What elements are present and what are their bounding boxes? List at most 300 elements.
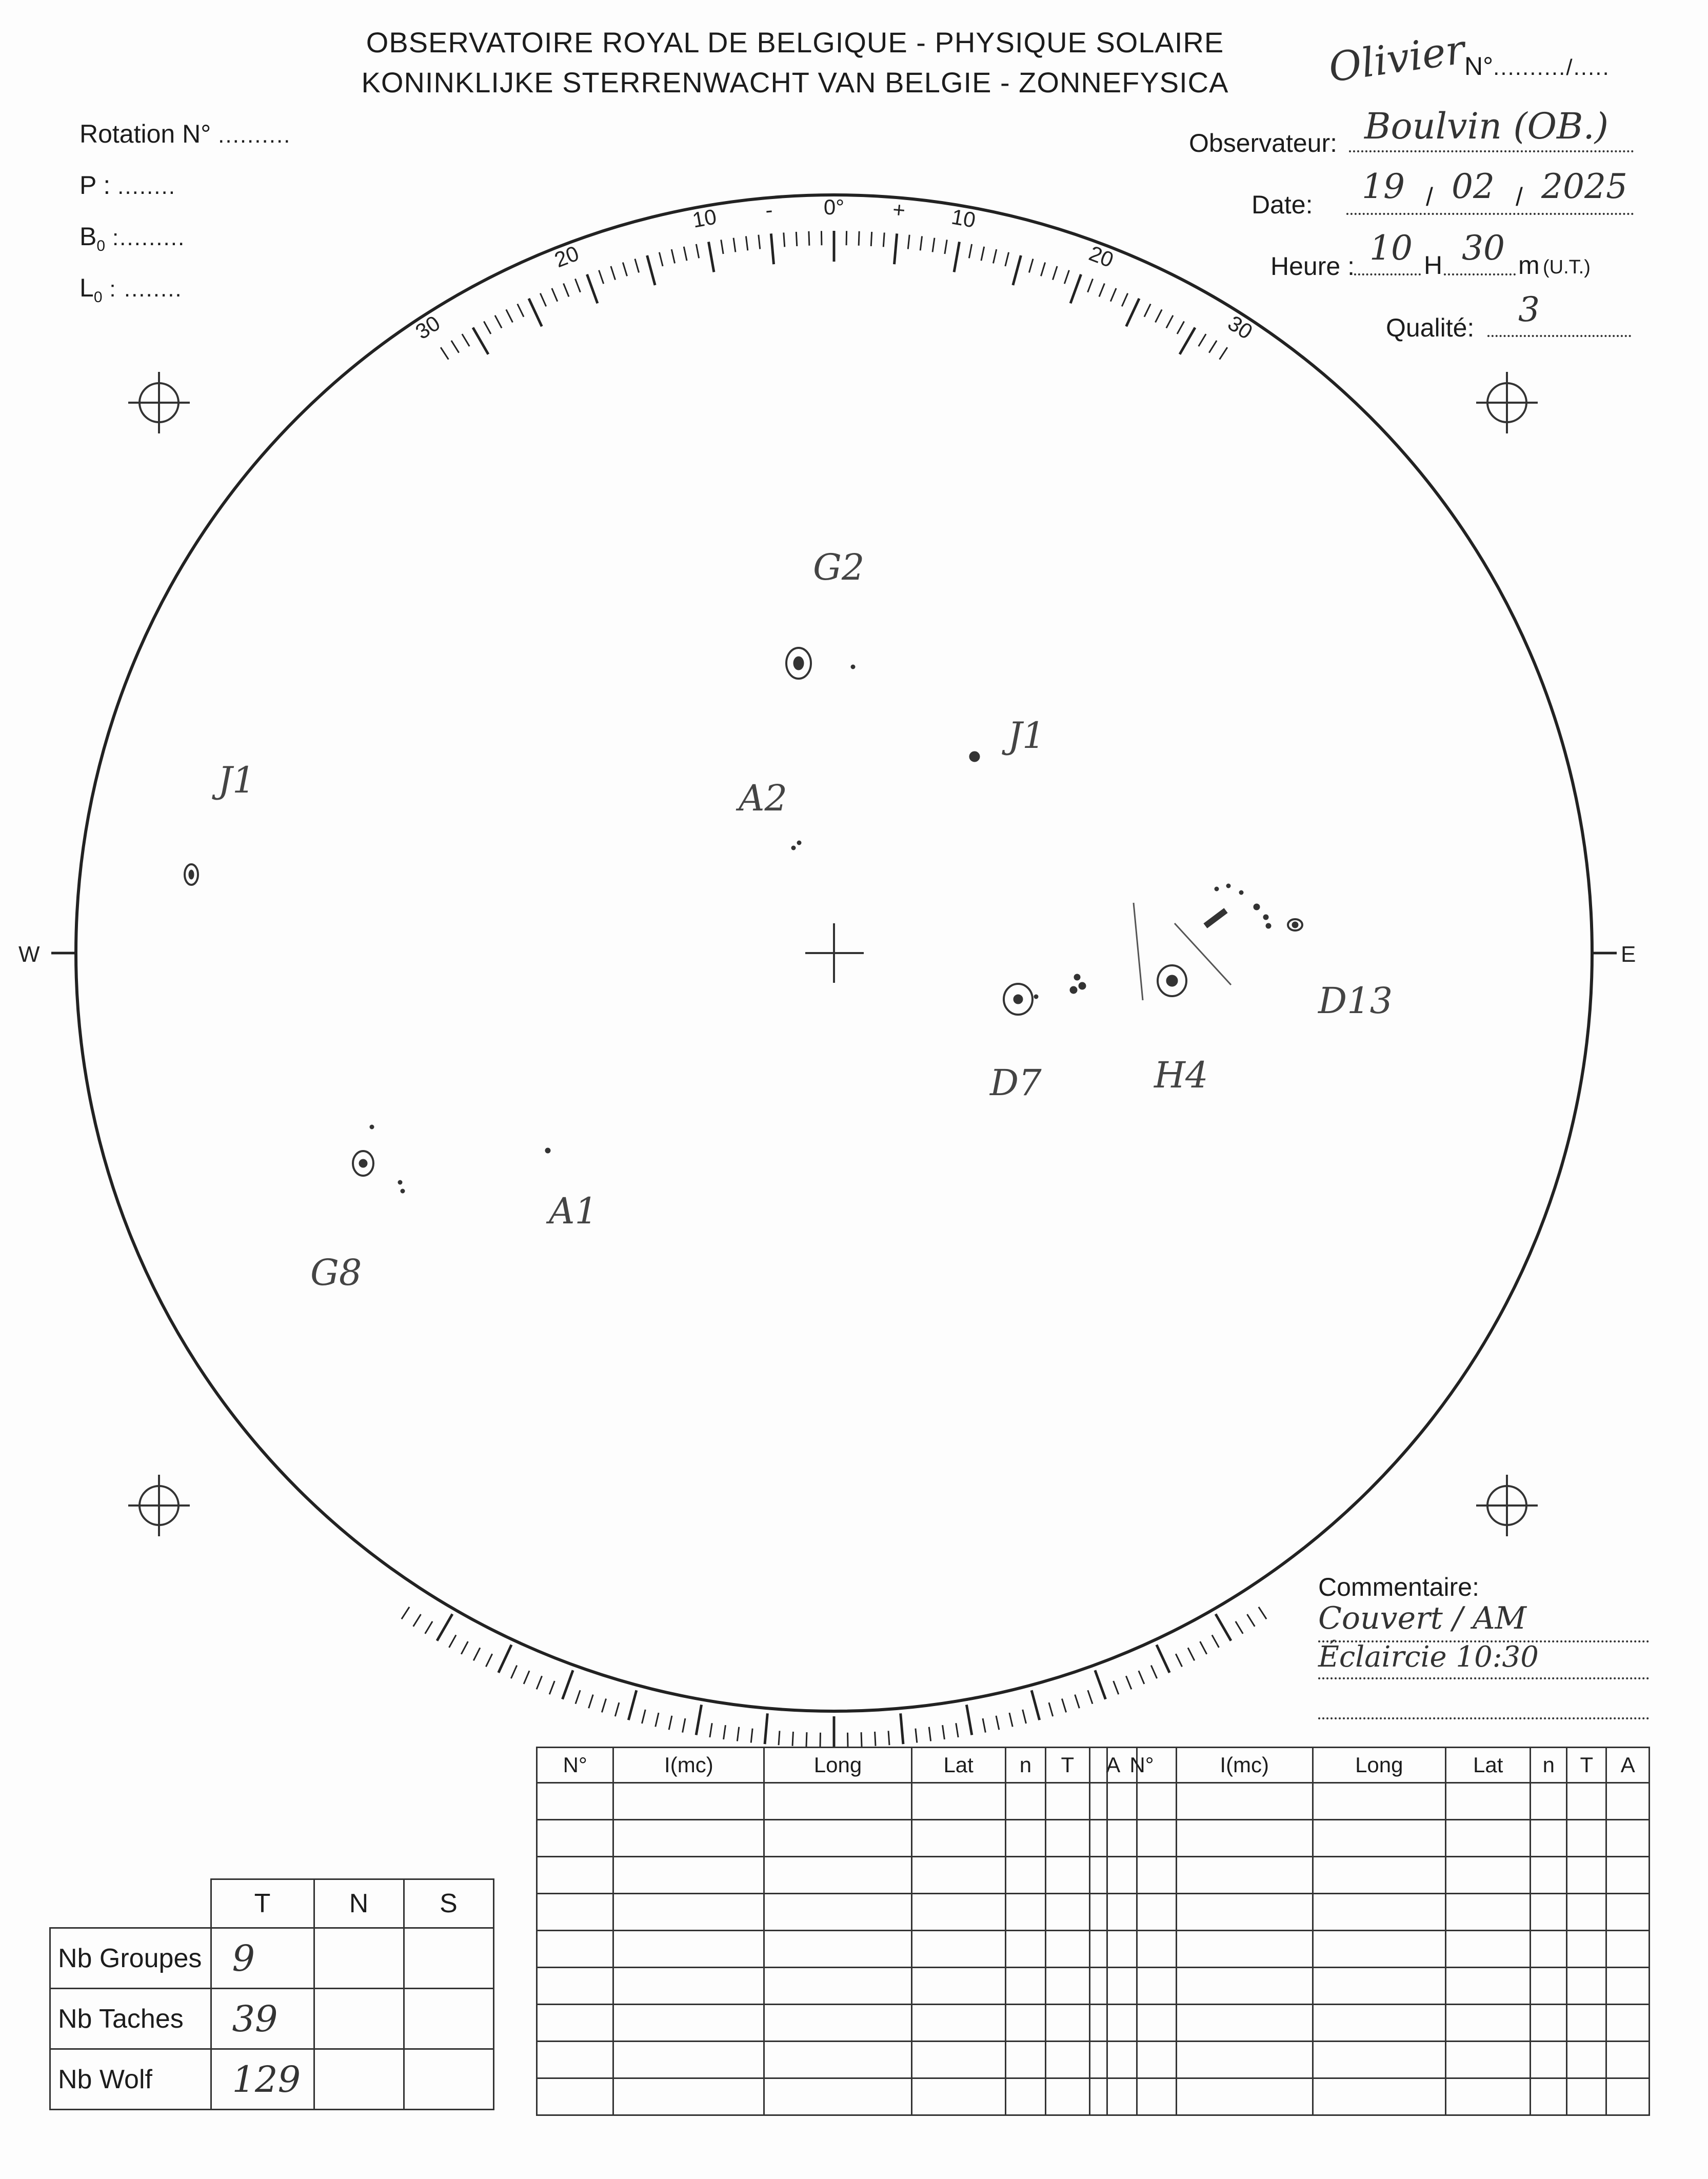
scale-label: + [891,197,907,223]
sunspot-g2 [786,648,855,679]
group-table-cell[interactable] [764,1857,911,1894]
scale-tick-minor [1009,1713,1012,1727]
group-table-right-header-cell: Long [1313,1748,1446,1783]
scale-tick-minor [1126,1676,1131,1689]
scale-tick-minor [575,1690,580,1703]
group-table-cell[interactable] [1313,2005,1446,2042]
group-table-cell[interactable] [911,1894,1005,1931]
rotation-label: Rotation N° [80,120,211,148]
group-table-cell[interactable] [1531,1894,1567,1931]
scale-tick-minor [737,1727,739,1741]
scale-tick-major [1070,274,1081,303]
group-table-cell[interactable] [1046,1968,1089,2005]
group-table-cell[interactable] [1176,2005,1313,2042]
scale-tick-minor [511,1666,517,1679]
group-table-cell[interactable] [1313,1783,1446,1820]
group-table-cell[interactable] [1005,1857,1046,1894]
comment-line-3[interactable] [1318,1677,1649,1719]
scale-tick-minor [684,247,687,261]
group-table-cell[interactable] [1176,1894,1313,1931]
comment-line-2[interactable] [1318,1640,1649,1679]
scale-tick-major [1126,299,1139,326]
group-table-cell[interactable] [1567,2078,1606,2115]
date-year: 2025 [1541,167,1627,206]
group-table-cell[interactable] [1107,2005,1177,2042]
scale-tick-minor [746,236,747,250]
group-table-cell[interactable] [1606,1931,1650,1968]
group-table-cell[interactable] [1446,2042,1531,2078]
scale-tick-minor [796,232,797,246]
east-label: E [1621,942,1636,967]
group-table-cell[interactable] [1107,1857,1177,1894]
stats-header-n: N [314,1879,404,1928]
scale-tick-minor [1088,279,1093,292]
group-table-cell[interactable] [764,2078,911,2115]
comment-text-1: Couvert / AM [1318,1600,1526,1636]
scale-tick-minor [920,236,922,250]
group-table-cell[interactable] [1005,1783,1046,1820]
stats-row-wolf [50,2049,494,2110]
title-french: OBSERVATOIRE ROYAL DE BELGIQUE - PHYSIQUE SOLAIRE [366,26,1224,58]
scale-tick-minor [659,252,663,266]
scale-tick-minor [1209,341,1217,353]
stats-label-wolf: Nb Wolf [50,2049,211,2110]
scale-tick-minor [642,1710,646,1724]
scale-tick-minor [733,238,736,252]
group-table-cell[interactable] [1606,1857,1650,1894]
group-table-cell[interactable] [1531,2005,1567,2042]
group-table-cell[interactable] [911,1820,1005,1857]
group-table-cell[interactable] [1107,1894,1177,1931]
scale-tick-minor [993,249,996,263]
center-cross [805,923,864,983]
time-minute: 30 [1462,228,1505,268]
scale-tick-minor [724,1725,726,1739]
stats-spots-n[interactable] [314,1989,404,2049]
group-table-cell[interactable] [1005,1968,1046,2005]
scale-tick-minor [506,309,513,322]
scale-tick-major [437,1614,452,1641]
stats-label-spots: Nb Taches [50,1989,211,2049]
group-table-cell[interactable] [1176,2042,1313,2078]
scale-tick-minor [759,235,760,249]
p-dots: ........ [117,174,176,199]
group-table-cell[interactable] [1531,1783,1567,1820]
scale-tick-minor [1114,1681,1119,1694]
group-table-row [537,2042,1137,2078]
l0-dots: : ........ [109,276,183,302]
group-table-cell[interactable] [764,2042,911,2078]
group-table-cell[interactable] [1531,1857,1567,1894]
stats-wolf-s[interactable] [404,2049,493,2110]
quality-value: 3 [1518,290,1540,329]
group-table-cell[interactable] [1107,1968,1177,2005]
time-label: Heure : [1270,252,1355,281]
group-table-row [537,1783,1137,1820]
group-table-cell[interactable] [613,1931,764,1968]
group-table-row [1107,2005,1650,2042]
group-table-cell[interactable] [537,1857,613,1894]
scale-tick-minor [552,288,558,302]
scale-tick-minor [495,315,502,328]
registration-mark-se [1476,1475,1538,1536]
group-table-cell[interactable] [1176,1968,1313,2005]
scale-label: 10 [949,204,978,232]
group-table-cell[interactable] [1176,2078,1313,2115]
stats-label-groups: Nb Groupes [50,1928,211,1989]
scale-tick-minor [486,1654,492,1667]
scale-label: 20 [1086,241,1117,272]
scale-tick-major [529,299,542,326]
scale-tick-minor [1099,284,1104,297]
scale-tick-minor [996,1716,999,1730]
group-table-cell[interactable] [537,1968,613,2005]
group-table-cell[interactable] [1107,1783,1177,1820]
group-table-cell[interactable] [1107,2042,1177,2078]
group-table-cell[interactable] [1446,1857,1531,1894]
group-table-cell[interactable] [1606,1820,1650,1857]
scale-label: - [764,197,774,223]
group-table-cell[interactable] [911,1931,1005,1968]
scale-tick-minor [1220,347,1227,359]
scale-tick-major [1216,1614,1231,1641]
group-table-cell[interactable] [1313,1894,1446,1931]
scale-tick-minor [969,244,971,258]
group-table-cell[interactable] [1046,1894,1089,1931]
scale-tick-minor [1188,1648,1195,1660]
scale-label: 20 [551,241,582,272]
scale-tick-minor [1064,270,1069,284]
scale-tick-minor [1247,1614,1255,1627]
group-table-row [537,1820,1137,1857]
stats-wolf-t[interactable]: 129 [211,2049,314,2110]
group-table-cell[interactable] [1176,1857,1313,1894]
group-table-cell[interactable] [1606,1968,1650,2005]
group-table-cell[interactable] [613,2042,764,2078]
stats-spots-s[interactable] [404,1989,493,2049]
group-table-cell[interactable] [911,1968,1005,2005]
scale-tick-minor [792,1732,793,1746]
sunspot-h4 [1158,965,1186,996]
scale-tick-minor [611,266,615,280]
group-table-cell[interactable] [1005,1820,1046,1857]
group-table-cell[interactable] [1606,2078,1650,2115]
scale-tick-minor [1110,288,1116,302]
group-table-row [1107,1894,1650,1931]
group-table-cell[interactable] [911,1857,1005,1894]
group-table-left-header [537,1748,1137,1783]
group-table-cell[interactable] [764,1931,911,1968]
group-label-g8: G8 [310,1252,362,1294]
scale-tick-minor [671,249,674,263]
group-label-j1-east: J1 [1008,715,1045,757]
group-table-cell[interactable] [1046,1857,1089,1894]
group-table-cell[interactable] [764,1820,911,1857]
scale-tick-major [647,255,656,285]
scale-tick-minor [1166,315,1173,328]
group-table-cell[interactable] [1531,2078,1567,2115]
stats-row-groups [50,1928,494,1989]
scale-tick-minor [784,232,785,247]
scale-tick-major [966,1705,971,1735]
group-table-cell[interactable] [1313,2042,1446,2078]
time-h-separator: H [1424,251,1443,280]
group-table-cell[interactable] [1446,2005,1531,2042]
group-table-row [537,1894,1137,1931]
group-table-cell[interactable] [1446,1894,1531,1931]
time-hour: 10 [1369,228,1413,268]
group-table-cell[interactable] [613,1820,764,1857]
group-table-cell[interactable] [1606,2042,1650,2078]
group-label-d7: D7 [990,1062,1042,1104]
scale-tick-minor [635,259,639,273]
group-table-cell[interactable] [1313,1931,1446,1968]
stats-table [49,1878,494,2110]
group-table-right-header-cell: I(mc) [1176,1748,1313,1783]
scale-tick-minor [589,1695,593,1709]
group-table-cell[interactable] [1046,2078,1089,2115]
group-table-row [1107,2042,1650,2078]
group-table-right-header-cell: Lat [1446,1748,1531,1783]
group-table-row [537,1857,1137,1894]
group-table-cell[interactable] [764,1894,911,1931]
scale-tick-minor [721,240,723,254]
group-table-cell[interactable] [613,2078,764,2115]
group-table-cell[interactable] [1176,1931,1313,1968]
group-table-cell[interactable] [537,1931,613,1968]
scale-tick-minor [524,1671,529,1684]
scale-tick-minor [875,1732,876,1746]
sunspot-j1-west [185,864,198,885]
time-unit: (U.T.) [1543,256,1591,278]
group-table-cell[interactable] [911,1783,1005,1820]
scale-tick-major [628,1690,637,1720]
scale-tick-major [894,233,897,264]
group-table-cell[interactable] [1446,2078,1531,2115]
scale-tick-minor [540,293,546,307]
scale-tick-major [771,233,773,264]
number-value: ........../..... [1493,55,1610,80]
date-day: 19 [1362,167,1405,206]
stats-groups-t[interactable]: 9 [211,1928,314,1989]
group-table-left-header-cell: n [1005,1748,1046,1783]
group-table-cell[interactable] [1046,2005,1089,2042]
group-table-cell[interactable] [1567,1857,1606,1894]
scale-tick-minor [751,1729,752,1743]
group-table-left-header-cell: N° [537,1748,613,1783]
scale-tick-minor [1259,1607,1266,1619]
group-table-cell[interactable] [1046,1931,1089,1968]
scale-tick-minor [1088,1690,1093,1703]
group-table-cell[interactable] [1567,1820,1606,1857]
group-table-cell[interactable] [1531,1968,1567,2005]
group-table-cell[interactable] [1567,2042,1606,2078]
scale-tick-minor [599,270,604,284]
group-table-row [1107,1931,1650,1968]
scale-tick-minor [549,1681,554,1694]
group-table-left [536,1747,1138,2116]
group-table-cell[interactable] [1107,2078,1177,2115]
scale-tick-major [473,328,488,354]
group-table-cell[interactable] [1446,1931,1531,1968]
scale-tick-minor [983,1718,985,1732]
b0-subscript: 0 [96,237,106,254]
group-table-cell[interactable] [1567,1783,1606,1820]
scale-tick-minor [1041,263,1045,276]
group-table-cell[interactable] [1107,1931,1177,1968]
scale-tick-minor [473,1648,480,1660]
group-table-cell[interactable] [613,1894,764,1931]
sunspot-j1-east [969,751,980,762]
group-label-a2: A2 [739,777,788,819]
group-table-cell[interactable] [613,2005,764,2042]
stats-header-s: S [404,1879,493,1928]
group-table-cell[interactable] [1446,1783,1531,1820]
group-table-cell[interactable] [1313,1820,1446,1857]
scale-tick-minor [1156,309,1162,322]
group-table-cell[interactable] [1313,2078,1446,2115]
observer-note: Olivier [1326,26,1468,92]
group-table-cell[interactable] [537,2005,613,2042]
group-table-cell[interactable] [1005,2005,1046,2042]
group-table-left-header-cell: T [1046,1748,1089,1783]
group-table-cell[interactable] [537,1894,613,1931]
group-table-left-header-cell: A [1089,1748,1137,1783]
group-table-cell[interactable] [1567,1894,1606,1931]
group-table-cell[interactable] [1005,2042,1046,2078]
date-separator-2: / [1516,183,1523,211]
group-table-cell[interactable] [1176,1783,1313,1820]
group-table-cell[interactable] [1446,1820,1531,1857]
stats-spots-t[interactable]: 39 [211,1989,314,2049]
comment-line-1[interactable] [1318,1600,1649,1642]
group-table-row [537,2005,1137,2042]
group-table-cell[interactable] [1313,1857,1446,1894]
date-month: 02 [1452,167,1495,206]
group-table-cell[interactable] [1005,1931,1046,1968]
scale-tick-minor [518,304,524,316]
scale-label: 10 [690,204,719,232]
group-table-cell[interactable] [537,2042,613,2078]
graduated-scale [402,231,1266,1747]
group-table-cell[interactable] [1046,1783,1089,1820]
group-table-cell[interactable] [537,1820,613,1857]
group-table-cell[interactable] [1567,1931,1606,1968]
group-table-cell[interactable] [1606,1783,1650,1820]
scale-tick-minor [1049,1702,1053,1716]
scale-tick-minor [945,240,947,254]
group-table-cell[interactable] [911,2042,1005,2078]
stats-groups-s[interactable] [404,1928,493,1989]
group-table-cell[interactable] [1531,2042,1567,2078]
stats-row-spots [50,1989,494,2049]
scale-tick-minor [779,1731,780,1745]
scale-tick-minor [1122,293,1127,307]
scale-tick-major [696,1705,701,1735]
group-table-cell[interactable] [613,1968,764,2005]
scale-tick-minor [1062,1699,1066,1713]
scale-tick-minor [402,1607,409,1619]
scale-tick-minor [1075,1695,1080,1709]
scale-tick-minor [683,1718,685,1732]
comment-label: Commentaire: [1318,1573,1479,1601]
comment-text-2: Éclaircie 10:30 [1318,1640,1539,1674]
group-label-d13: D13 [1318,980,1393,1022]
scale-tick-minor [537,1676,542,1689]
group-table-cell[interactable] [1567,1968,1606,2005]
group-table-cell[interactable] [1446,1968,1531,2005]
scale-tick-minor [484,322,491,334]
group-table-cell[interactable] [1107,1820,1177,1857]
group-table-right-header-cell: n [1531,1748,1567,1783]
scale-tick-minor [1052,266,1057,280]
group-table-cell[interactable] [1176,1820,1313,1857]
group-table-cell[interactable] [764,1783,911,1820]
group-table-row [537,1931,1137,1968]
sunspot-d13 [1134,884,1302,1000]
group-label-g2: G2 [813,546,865,588]
scale-tick-minor [908,235,909,249]
group-table-cell[interactable] [1313,1968,1446,2005]
group-table-cell[interactable] [1046,1820,1089,1857]
group-table-cell[interactable] [1606,2005,1650,2042]
scale-tick-major [954,242,959,272]
scale-tick-major [1180,328,1195,354]
scale-tick-minor [425,1621,432,1634]
group-table-cell[interactable] [911,2078,1005,2115]
group-table-cell[interactable] [911,2005,1005,2042]
group-table-cell[interactable] [537,1783,613,1820]
scale-label: 0° [823,195,845,219]
scale-label: 30 [411,310,445,344]
scale-tick-minor [1199,334,1206,346]
stats-groups-n[interactable] [314,1928,404,1989]
scale-tick-minor [1139,1671,1144,1684]
scale-tick-minor [413,1614,421,1627]
scale-tick-major [901,1713,903,1744]
group-table-cell[interactable] [764,2005,911,2042]
group-table-cell[interactable] [1531,1820,1567,1857]
number-label: N° [1464,52,1494,81]
scale-tick-minor [441,347,448,359]
group-table-cell[interactable] [1606,1894,1650,1931]
group-table-cell[interactable] [537,2078,613,2115]
scale-tick-minor [575,279,580,292]
scale-tick-major [499,1645,511,1673]
scale-tick-minor [1023,1710,1026,1724]
scale-tick-minor [1200,1641,1207,1654]
group-label-a1: A1 [549,1190,598,1232]
stats-wolf-n[interactable] [314,2049,404,2110]
group-table-cell[interactable] [764,1968,911,2005]
sunspot-a2 [791,841,801,850]
stats-header-t: T [211,1879,314,1928]
group-table-cell[interactable] [1005,2078,1046,2115]
group-table-cell[interactable] [1567,2005,1606,2042]
group-table-cell[interactable] [1005,1894,1046,1931]
registration-mark-ne [1476,372,1538,433]
scale-tick-minor [1151,1666,1157,1679]
group-table-cell[interactable] [1046,2042,1089,2078]
scale-tick-minor [1005,252,1009,266]
group-table-cell[interactable] [613,1783,764,1820]
quality-label: Qualité: [1386,313,1475,342]
group-label-h4: H4 [1154,1054,1208,1096]
b0-label: B [80,222,97,251]
group-table-cell[interactable] [1531,1931,1567,1968]
group-table-cell[interactable] [613,1857,764,1894]
scale-tick-minor [806,1732,807,1747]
